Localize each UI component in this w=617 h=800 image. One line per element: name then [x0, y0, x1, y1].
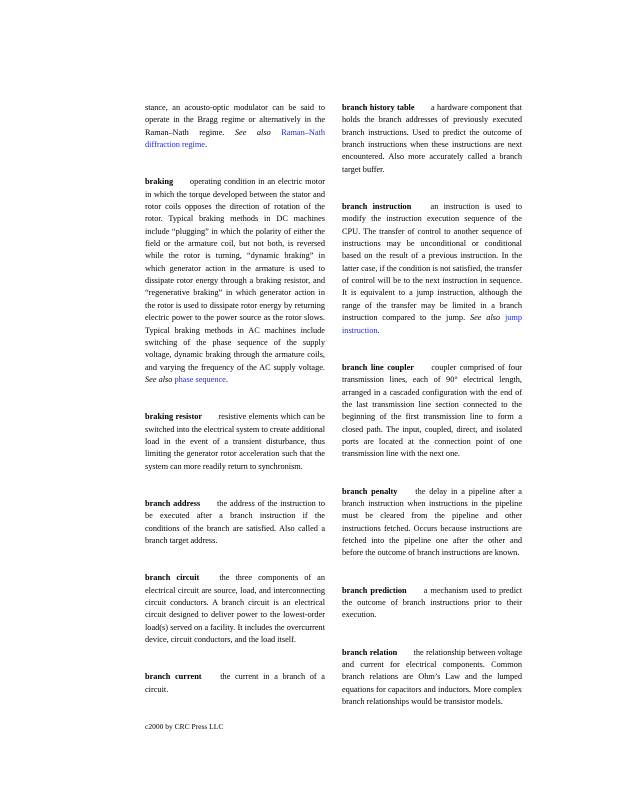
- see-also-label: See also: [145, 374, 173, 384]
- entry-branch-prediction: [342, 585, 522, 622]
- entry-text: coupler comprised of four transmission lines, each of 90° electrical length, arranged in a cascaded configuration with the end of the last transmission line section connected to the beginning of the first transmission line to form a closed path. The input, coupled, direct, and isolated ports are located at the connection point of one transmission line with the next one.: [342, 362, 522, 459]
- right-column: [342, 102, 522, 733]
- entry-term: branch circuit: [145, 573, 200, 583]
- entry-text: the delay in a pipeline after a branch instruction when instructions in the pipeline must be cleared from the pipeline and other instructions fetched. Occurs because instructions are fetched into the pipeline one after the other and before the outcome of branch instructions are known.: [342, 486, 522, 558]
- entry-term: branch line coupler: [342, 362, 414, 372]
- entry-continuation: [145, 102, 325, 151]
- entry-text: resistive elements which can be switched into the electrical system to create additional load in the event of a transient disturbance, thus limiting the generator rotor acceleration such that the system can more readily return to synchronism.: [145, 412, 325, 471]
- entry-branch-address: [145, 498, 325, 547]
- xref-link-phase-sequence[interactable]: phase sequence: [174, 374, 226, 384]
- entry-term: branch current: [145, 672, 202, 682]
- entry-text: an instruction is used to modify the instruction execution sequence of the CPU. The transfer of control to another sequence of instructions may be unconditional or conditional based on the result of a previous instruction. In the latter case, if the condition is not satisfied, the transfer of control will be to the next instruction in sequence. It is equivalent to a jump instruction, although the range of the transfer may be limited in a branch instruction compared to the jump.: [342, 202, 522, 323]
- entry-text: the address of the instruction to be executed after a branch instruction if the conditions of the branch are satisfied. Also called a branch target address.: [145, 498, 325, 545]
- entry-term: branch relation: [342, 647, 398, 657]
- see-also-label: See also: [469, 313, 501, 323]
- entry-branch-line-coupler: [342, 362, 522, 461]
- xref-link-raman-nath[interactable]: Raman–Nath diffraction regime: [145, 127, 326, 150]
- copyright-footer: c2000 by CRC Press LLC: [145, 722, 224, 731]
- entry-term: branch prediction: [342, 585, 407, 595]
- entry-term: braking resistor: [145, 412, 203, 422]
- entry-text: stance, an acousto-optic modulator can be said to operate in the Bragg regime or alternatively in the Raman–Nath regime.: [145, 103, 325, 137]
- entry-text: the three components of an electrical circuit are source, load, and interconnecting circuit conductors. A branch circuit is an electrical circuit designed to deliver power to the lowest-order load(s) served on a facility. It includes the overcurrent device, circuit conductors, and the load itself.: [145, 573, 325, 645]
- entry-branch-relation: [342, 647, 522, 709]
- xref-punct: .: [377, 325, 380, 335]
- entry-term: branch instruction: [342, 202, 412, 212]
- see-also-label: See also: [234, 127, 271, 137]
- xref-punct: .: [204, 140, 208, 150]
- entry-text: the relationship between voltage and current for electrical components. Common branch relations are Ohm’s Law and the lumped equations for capacitors and inductors. More complex branch relationships would be transistor models.: [342, 647, 523, 707]
- left-column: [145, 102, 325, 721]
- entry-term: branch penalty: [342, 486, 398, 496]
- entry-text: a mechanism used to predict the outcome of branch instructions prior to their execution.: [342, 585, 522, 620]
- entry-text: a hardware component that holds the branch addresses of previously executed branch instructions. Used to predict the outcome of branch instructions when these instructions are next encountered. Also more accurately called a branch target buffer.: [342, 103, 523, 174]
- entry-braking: [145, 176, 325, 386]
- entry-term: braking: [145, 177, 174, 187]
- entry-term: branch history table: [342, 103, 415, 112]
- xref-link-jump-instruction[interactable]: jump instruction: [342, 313, 522, 335]
- entry-branch-instruction: [342, 201, 522, 337]
- entry-term: branch address: [145, 498, 201, 508]
- xref-punct: .: [225, 374, 228, 384]
- entry-branch-circuit: [145, 572, 325, 646]
- entry-braking-resistor: [145, 411, 325, 473]
- entry-text: operating condition in an electric motor in which the torque developed between the stator and rotor coils opposes the direction of rotation of the rotor. Typical braking methods in DC machines include “plugging” in which the polarity of either the field or the armature coil, but not both, is reversed while the rotor is turning, “dynamic braking” in which generator action in the armature is used to dissipate rotor energy through a braking resistor, and “regenerative braking” in which generator action in the rotor is used to dissipate rotor energy by returning electric power to the power source as the rotor slows. Typical braking methods in AC machines include switching of the phase sequence of the supply voltage, dynamic braking through the armature coils, and varying the frequency of the AC supply voltage.: [145, 177, 325, 372]
- entry-text: the current in a branch of a circuit.: [145, 672, 325, 694]
- entry-branch-history-table: [342, 102, 522, 176]
- entry-branch-current: [145, 671, 325, 696]
- entry-branch-penalty: [342, 486, 522, 560]
